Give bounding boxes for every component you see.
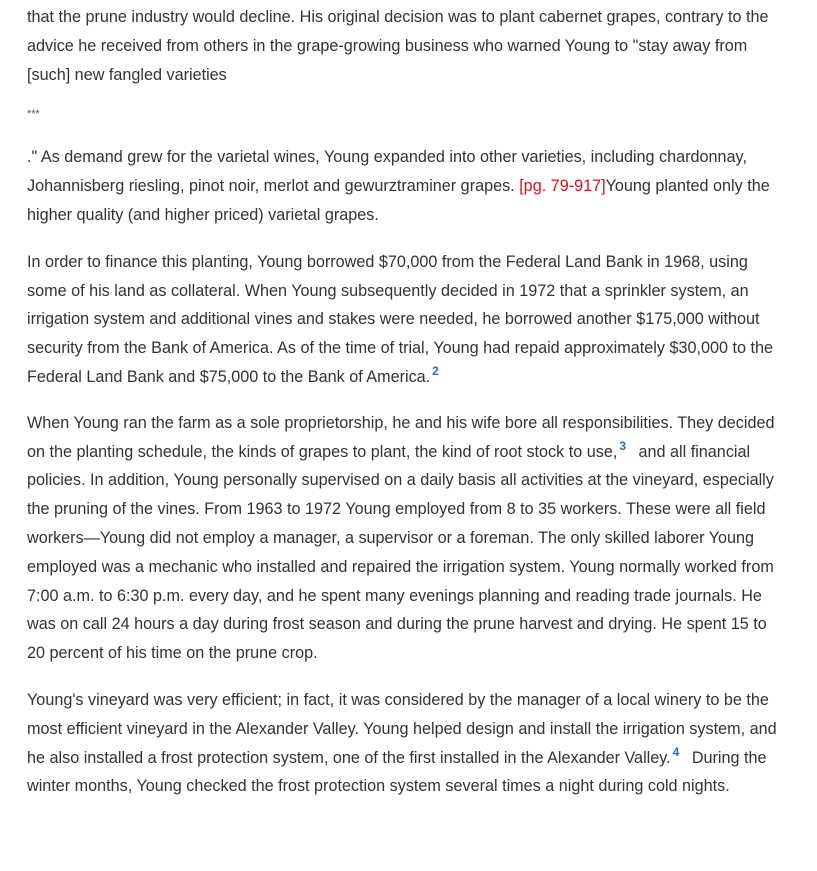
paragraph-sole-proprietorship (27, 409, 785, 668)
footnote-link-2[interactable]: 2 (432, 364, 439, 379)
paragraph-intro (27, 3, 785, 89)
page-citation: [pg. 79-917] (519, 177, 606, 196)
paragraph-sole-proprietorship-text-a: When Young ran the farm as a sole proprietorship, he and his wife bore all responsibilities. They decided on the planting schedule, the kinds of grapes to plant, the kind of root stock to use, (27, 413, 775, 461)
paragraph-varietals-text-b: Young planted only the higher quality (and higher priced) varietal grapes. (27, 177, 770, 224)
paragraph-financing-text: In order to finance this planting, Young borrowed $70,000 from the Federal Land Bank in 1968, using some of his land as collateral. When Young subsequently decided in 1972 that a sprinkler system, an irrigation system and additional vines and stakes were needed, he borrowed another $175,000 without security from the Bank of America. As of the time of trial, Young had repaid approximately $30,000 to the Federal Land Bank and $75,000 to the Bank of America. (27, 252, 773, 386)
paragraph-efficiency (27, 686, 785, 801)
paragraph-sole-proprietorship-text-b: and all financial policies. In addition, Young personally supervised on a daily basis all activities at the vineyard, especially the pruning of the vines. From 1963 to 1972 Young employed from 8 to 35 workers. These were all field workers—Young did not employ a manager, a supervisor or a foreman. The only skilled laborer Young employed was a mechanic who installed and repaired the irrigation system. Young normally worked from 7:00 a.m. to 6:30 p.m. every day, and he spent many evenings planning and reading trade journals. He was on call 24 hours a day during frost season and during the prune harvest and drying. He spent 15 to 20 percent of his time on the prune crop. (27, 442, 774, 663)
paragraph-efficiency-text-a: Young's vineyard was very efficient; in fact, it was considered by the manager of a local winery to be the most efficient vineyard in the Alexander Valley. Young helped design and install the irrigation system, and he also installed a frost protection system, one of the first installed in the Alexander Valley. (27, 690, 777, 767)
paragraph-efficiency-text-b: During the winter months, Young checked the frost protection system several times a night during cold nights. (27, 748, 767, 796)
paragraph-financing (27, 248, 785, 392)
paragraph-varietals-text-a: ." As demand grew for the varietal wines, Young expanded into other varieties, including chardonnay, Johannisberg riesling, pinot noir, merlot and gewurztraminer grapes. (27, 148, 747, 196)
section-separator: *** (27, 108, 40, 121)
paragraph-varietals (27, 143, 785, 229)
paragraph-intro-text: that the prune industry would decline. His original decision was to plant cabernet grapes, contrary to the advice he received from others in the grape-growing business who warned Young to "stay away from [such] new fangled varieties (27, 8, 769, 84)
footnote-link-3[interactable]: 3 (619, 438, 627, 453)
footnote-link-4[interactable]: 4 (672, 744, 680, 759)
